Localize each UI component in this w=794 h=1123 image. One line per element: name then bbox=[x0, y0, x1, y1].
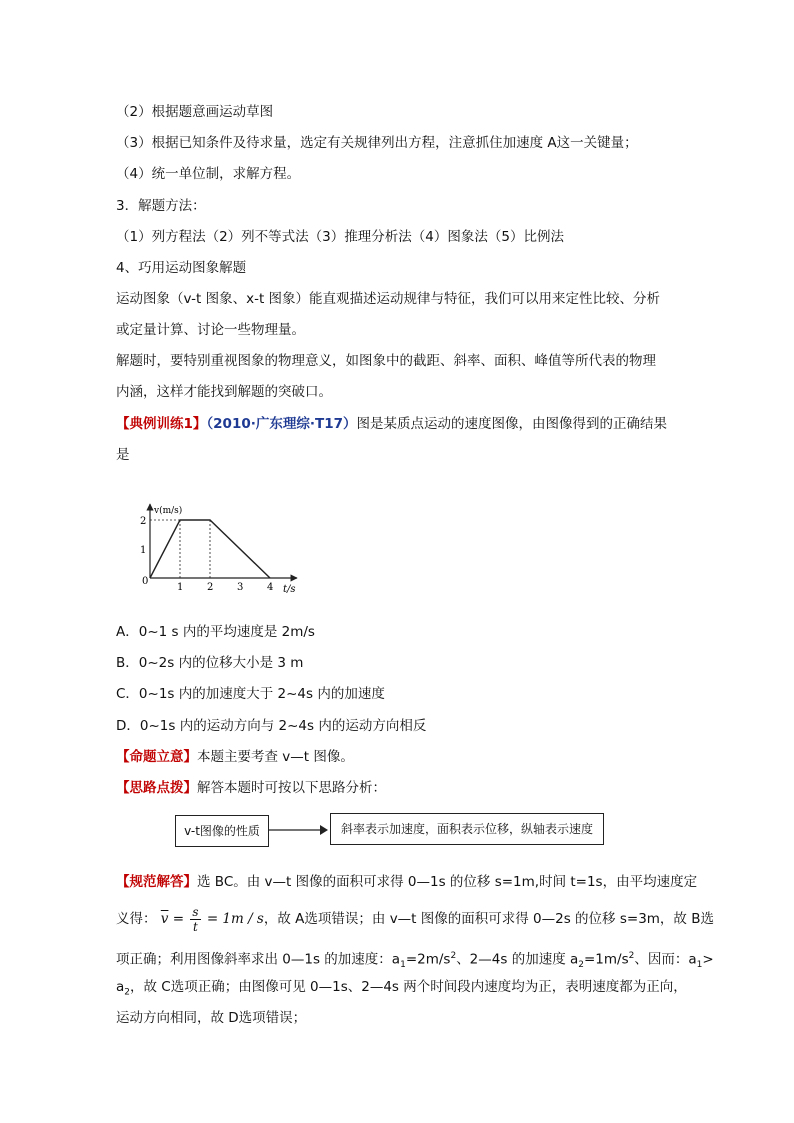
y-tick-label: 1 bbox=[140, 545, 147, 556]
tips-paragraph-2: 内涵，这样才能找到解题的突破口。 bbox=[116, 384, 332, 400]
x-tick-label: 2 bbox=[207, 582, 214, 593]
origin-label: 0 bbox=[142, 576, 149, 587]
section-4-heading: 4、巧用运动图象解题 bbox=[116, 260, 247, 276]
y-tick-label: 2 bbox=[140, 516, 147, 527]
example-text-continued: 是 bbox=[116, 447, 130, 463]
superscript-2b: 2 bbox=[628, 951, 635, 961]
answer-line-1 bbox=[116, 872, 697, 892]
x-tick-label: 3 bbox=[237, 582, 244, 593]
motion-graph-paragraph-1: 运动图象（v-t 图象、x-t 图象）能直观描述运动规律与特征，我们可以用来定性比较、分析 bbox=[116, 291, 661, 307]
motion-graph-paragraph-2: 或定量计算、讨论一些物理量。 bbox=[116, 322, 305, 338]
subscript-2: 2 bbox=[578, 960, 584, 971]
flow-left-box: v-t图像的性质 bbox=[175, 815, 269, 847]
x-tick-label: 4 bbox=[267, 582, 274, 593]
x-tick-label: 1 bbox=[177, 582, 184, 593]
step-3-text: （3）根据已知条件及待求量，选定有关规律列出方程，注意抓住加速度 A这一关键量； bbox=[116, 135, 638, 151]
step-2-text: （2）根据题意画运动草图 bbox=[116, 104, 274, 120]
example-heading bbox=[116, 414, 667, 434]
answer-text-3a: 项正确；利用图像斜率求出 0—1s 的加速度：a bbox=[116, 951, 401, 968]
answer-text-1: 选 BC。由 v—t 图像的面积可求得 0—1s 的位移 s=1m,时间 t=1s，由平均速度定 bbox=[197, 874, 698, 890]
example-tag: 【典例训练1】 bbox=[116, 416, 207, 432]
fraction-s-over-t bbox=[190, 905, 200, 934]
hint-line bbox=[116, 778, 386, 798]
intent-text: 本题主要考查 v—t 图像。 bbox=[197, 749, 354, 765]
answer-text-3d: =1m/s bbox=[584, 951, 629, 968]
answer-line-2 bbox=[116, 904, 714, 934]
option-b: B．0~2s 内的位移大小是 3 m bbox=[116, 655, 304, 671]
example-source: （2010·广东理综·T17） bbox=[206, 416, 357, 432]
answer-tag: 【规范解答】 bbox=[116, 874, 197, 890]
answer-text-2a: 义得： bbox=[116, 911, 157, 927]
flow-arrow bbox=[268, 822, 330, 838]
answer-line-5: 运动方向相同，故 D选项错误； bbox=[116, 1010, 307, 1026]
vt-graph bbox=[125, 500, 310, 600]
answer-line-3 bbox=[116, 946, 714, 975]
example-text: 图是某质点运动的速度图像，由图像得到的正确结果 bbox=[356, 416, 667, 432]
intent-tag: 【命题立意】 bbox=[116, 749, 197, 765]
superscript-2: 2 bbox=[450, 951, 457, 961]
greater-than-sign: > bbox=[702, 951, 714, 968]
subscript-3: 1 bbox=[696, 960, 703, 971]
option-c: C．0~1s 内的加速度大于 2~4s 内的加速度 bbox=[116, 686, 385, 702]
hint-tag: 【思路点拨】 bbox=[116, 780, 197, 796]
step-4-text: （4）统一单位制，求解方程。 bbox=[116, 166, 301, 182]
subscript-4: 2 bbox=[124, 987, 131, 998]
hint-text: 解答本题时可按以下思路分析： bbox=[197, 780, 386, 796]
equals-sign: = bbox=[172, 911, 185, 927]
answer-line-4 bbox=[116, 977, 687, 1003]
option-a: A．0~1 s 内的平均速度是 2m/s bbox=[116, 624, 315, 640]
answer-text-4a: a bbox=[116, 979, 125, 995]
fraction-numerator: s bbox=[192, 904, 199, 919]
average-velocity-symbol: $\overline{v}$ bbox=[160, 911, 169, 927]
velocity-result: = 1m / s bbox=[206, 911, 264, 927]
fraction-denominator: t bbox=[193, 919, 198, 934]
y-axis-label: v(m/s) bbox=[154, 506, 183, 516]
option-d: D．0~1s 内的运动方向与 2~4s 内的运动方向相反 bbox=[116, 718, 427, 734]
answer-text-3e: 、因而：a bbox=[634, 951, 697, 968]
answer-text-3b: =2m/s bbox=[405, 951, 451, 968]
section-3-heading: 3．解题方法： bbox=[116, 198, 206, 214]
methods-list: （1）列方程法（2）列不等式法（3）推理分析法（4）图象法（5）比例法 bbox=[116, 229, 564, 245]
x-axis-label: t/s bbox=[283, 584, 296, 595]
intent-line bbox=[116, 747, 354, 767]
tips-paragraph-1: 解题时，要特别重视图象的物理意义，如图象中的截距、斜率、面积、峰值等所代表的物理 bbox=[116, 353, 656, 369]
answer-text-2c: ，故 A选项错误；由 v—t 图像的面积可求得 0—2s 的位移 s=3m，故 B选 bbox=[263, 911, 714, 927]
answer-text-4b: ，故 C选项正确；由图像可见 0—1s、2—4s 两个时间段内速度均为正，表明速度都为正向， bbox=[130, 979, 687, 995]
flow-right-box: 斜率表示加速度，面积表示位移，纵轴表示速度 bbox=[330, 813, 604, 845]
answer-text-3c: 、2—4s 的加速度 a bbox=[456, 951, 579, 968]
subscript-1: 1 bbox=[400, 960, 406, 971]
